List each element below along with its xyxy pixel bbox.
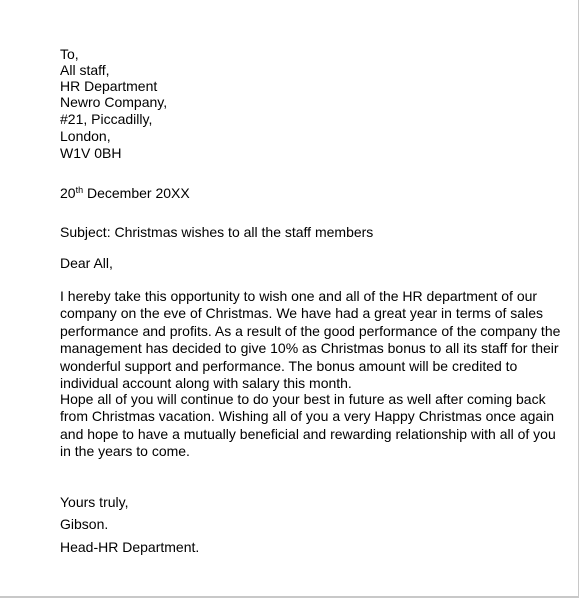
paragraph-line: in the years to come. bbox=[60, 443, 190, 460]
letter-closing: Yours truly, bbox=[60, 494, 129, 510]
address-line-recipient: All staff, bbox=[60, 62, 110, 78]
letter-date bbox=[60, 185, 190, 203]
date-day-suffix: th bbox=[75, 185, 84, 195]
address-line-to: To, bbox=[60, 46, 79, 62]
paragraph-line: performance and profits. As a result of the good performance of the company the bbox=[60, 322, 561, 339]
paragraph-line: individual account along with salary this month. bbox=[60, 374, 352, 391]
paragraph-line: I hereby take this opportunity to wish one and all of the HR department of our bbox=[60, 288, 538, 304]
paragraph-line: and hope to have a mutually beneficial and rewarding relationship with all of you bbox=[60, 425, 556, 442]
paragraph-line: wonderful support and performance. The bonus amount will be credited to bbox=[60, 357, 518, 374]
address-line-department: HR Department bbox=[60, 78, 158, 94]
letter-greeting: Dear All, bbox=[60, 255, 113, 271]
body-paragraph-2 bbox=[60, 391, 556, 461]
paragraph-line: from Christmas vacation. Wishing all of you a very Happy Christmas once again bbox=[60, 408, 555, 425]
signer-name: Gibson. bbox=[60, 516, 109, 532]
date-day: 20 bbox=[60, 185, 76, 201]
address-line-city: London, bbox=[60, 128, 111, 144]
address-line-street: #21, Piccadilly, bbox=[60, 111, 153, 127]
signer-title: Head-HR Department. bbox=[60, 539, 200, 555]
paragraph-line: management has decided to give 10% as Christmas bonus to all its staff for their bbox=[60, 340, 559, 357]
date-rest: December 20XX bbox=[83, 185, 190, 201]
paragraph-line: company on the eve of Christmas. We have had a great year in terms of sales bbox=[60, 305, 543, 322]
address-line-postcode: W1V 0BH bbox=[60, 145, 122, 161]
paragraph-line: Hope all of you will continue to do your best in future as well after coming back bbox=[60, 391, 546, 407]
body-paragraph-1 bbox=[60, 288, 561, 392]
address-line-company: Newro Company, bbox=[60, 94, 168, 110]
letter-subject: Subject: Christmas wishes to all the staff members bbox=[60, 224, 374, 240]
